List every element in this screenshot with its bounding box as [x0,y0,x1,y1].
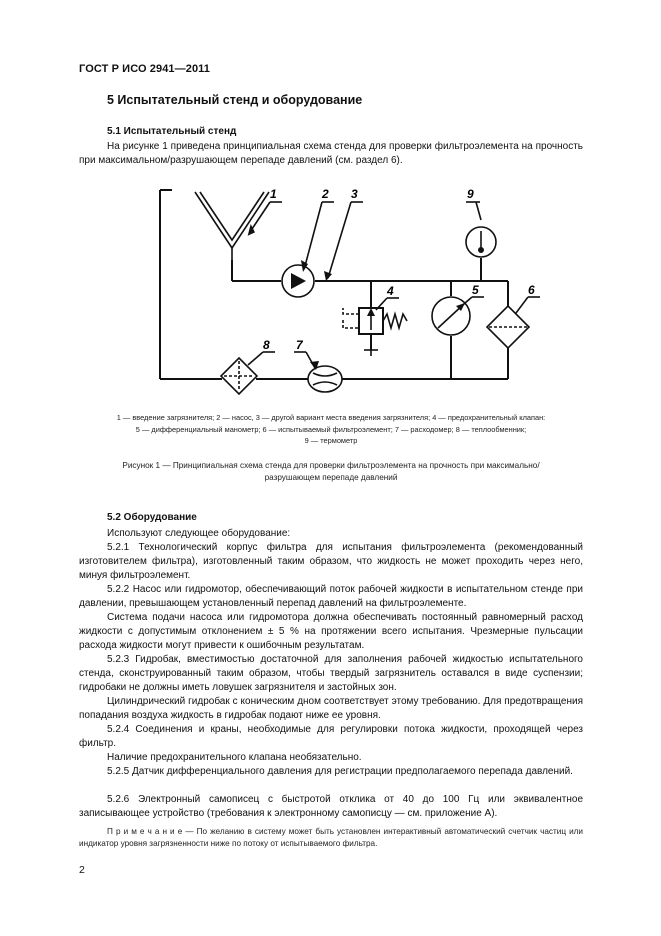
paragraph-5-1: На рисунке 1 приведена принципиальная схема стенда для проверки фильтроэлемента на прочность при максимальном/разрушающем перепаде давлений (см. раздел 6). [79,141,583,166]
subsection-5-1-title: 5.1 Испытательный стенд [107,126,237,137]
page-number: 2 [79,864,85,876]
paragraph-5-2-2: 5.2.2 Насос или гидромотор, обеспечивающий поток рабочей жидкости в испытательном стенде при давлении, превышающем установленный перепад давлений на фильтроэлементе. [79,584,583,609]
paragraph-5-2-5: 5.2.5 Датчик дифференциального давления для регистрации предполагаемого перепада давлений. [107,766,573,777]
label-6: 6 [528,283,535,297]
label-1: 1 [270,187,277,201]
label-7: 7 [296,338,303,352]
label-8: 8 [263,338,270,352]
label-5: 5 [472,283,479,297]
test-stand-schematic [140,180,540,395]
label-2: 2 [322,187,329,201]
figure-caption: Рисунок 1 — Принципиальная схема стенда для проверки фильтроэлемента на прочность при максимально/разрушающем перепаде давлений [122,461,540,482]
subsection-5-2-title: 5.2 Оборудование [107,512,197,523]
figure-legend [79,412,583,447]
legend-line-1: 1 — введение загрязнителя; 2 — насос, 3 — другой вариант места введения загрязнителя; 4 — предохранительный клапан: [116,413,546,422]
document-header: ГОСТ Р ИСО 2941—2011 [79,63,211,75]
label-9: 9 [467,187,474,201]
section-title: 5 Испытательный стенд и оборудование [107,93,363,107]
note: П р и м е ч а н и е — По желанию в систему может быть установлен интерактивный автоматический счетчик частиц или индикатор уровня загрязненности ниже по потоку от испытываемого фильтра. [79,827,583,848]
paragraph-5-2-4-b: Наличие предохранительного клапана необязательно. [107,752,362,763]
legend-line-3: 9 — термометр [304,436,358,445]
paragraph-5-2-1: 5.2.1 Технологический корпус фильтра для испытания фильтроэлемента (рекомендованный изготовителем фильтра), изготовленный таким образом, что жидкость не может проходить через него, минуя фильтроэлемент. [79,542,583,581]
label-3: 3 [351,187,358,201]
paragraph-5-2-6: 5.2.6 Электронный самописец с быстротой отклика от 40 до 100 Гц или эквивалентное записывающее устройство (требования к электронному самописцу — см. приложение А). [79,794,583,819]
paragraph-5-2-2-b: Система подачи насоса или гидромотора должна обеспечивать постоянный равномерный расход жидкости с допустимым отклонением ± 5 % на протяжении всего испытания. Чрезмерные пульсации расхода жидкости могут привести к ошибочным результатам. [79,612,583,651]
paragraph-5-2-3-b: Цилиндрический гидробак с коническим дном соответствует этому требованию. Для предотвращения попадания воздуха жидкость в гидробак подают ниже ее уровня. [79,696,583,721]
label-4: 4 [387,284,394,298]
paragraph-5-2-intro: Используют следующее оборудование: [107,528,291,539]
legend-line-2: 5 — дифференциальный манометр; 6 — испытываемый фильтроэлемент; 7 — расходомер; 8 — теплообменник; [135,424,527,434]
paragraph-5-2-3: 5.2.3 Гидробак, вместимостью достаточной для заполнения рабочей жидкостью испытательного стенда, сконструированный таким образом, чтобы твердый загрязнитель оставался в виде суспензии; гидробаки не должны иметь ловушек загрязнителя и застойных зон. [79,654,583,693]
paragraph-5-2-4: 5.2.4 Соединения и краны, необходимые для регулировки потока жидкости, проходящей через фильтр. [79,724,583,749]
